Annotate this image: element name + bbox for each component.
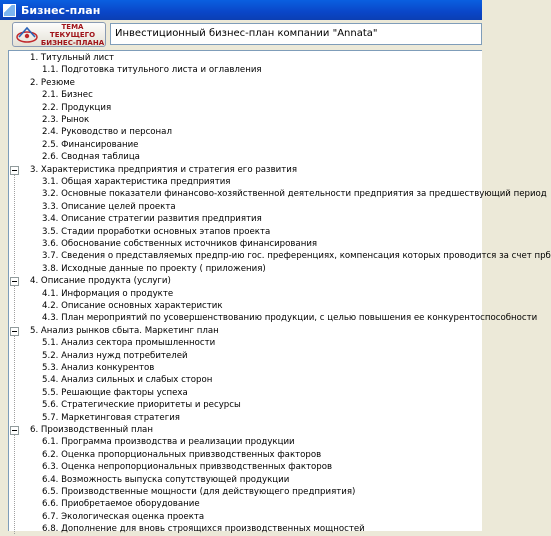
topic-icon (16, 26, 38, 44)
tree-item[interactable] (9, 350, 483, 362)
tree-item-label: 2.3. Рынок (42, 115, 90, 125)
window-title: Бизнес-план (21, 3, 101, 17)
tree-item[interactable] (9, 238, 483, 250)
tree-item[interactable] (9, 139, 483, 151)
tree-item-label: 4.2. Описание основных характеристик (42, 301, 223, 311)
tree-section[interactable] (9, 325, 483, 337)
tree-item-label: 2.6. Сводная таблица (42, 152, 140, 163)
tree-item[interactable] (9, 362, 483, 374)
tree-item-label: 6.6. Приобретаемое оборудование (42, 499, 200, 510)
tree-connector (14, 286, 15, 323)
tree-item[interactable] (9, 486, 483, 498)
tree-item-label: 3.7. Сведения о представляемых предпр-ию гос. преференциях, компенсация которых проводится за счет прб (42, 251, 551, 262)
tree-item[interactable] (9, 151, 483, 163)
tree-item[interactable] (9, 511, 483, 523)
tree-connector (14, 435, 15, 534)
tree-item-label: 5. Анализ рынков сбыта. Маркетинг план (30, 325, 219, 336)
tree-item[interactable] (9, 399, 483, 411)
tree-item[interactable] (9, 449, 483, 461)
tree-connector (14, 336, 15, 423)
toolbar (0, 20, 482, 50)
tree-item[interactable] (9, 213, 483, 225)
title-bar (0, 0, 482, 20)
topic-button[interactable] (12, 22, 106, 47)
topic-button-label (40, 23, 105, 47)
tree-item-label: 4. Описание продукта (услуги) (30, 276, 171, 287)
tree-item[interactable] (9, 288, 483, 300)
tree-item-label: 1.1. Подготовка титульного листа и оглавления (42, 65, 262, 76)
tree-item[interactable] (9, 64, 483, 76)
tree-section[interactable] (9, 52, 483, 64)
tree-item-label: 5.5. Решающие факторы успеха (42, 387, 188, 398)
tree-item-label: 5.2. Анализ нужд потребителей (42, 350, 188, 361)
tree-item-label: 5.3. Анализ конкурентов (42, 363, 155, 373)
tree-item[interactable] (9, 126, 483, 138)
tree-item[interactable] (9, 474, 483, 486)
tree-item-label: 6.5. Производственные мощности (для действующего предприятия) (42, 487, 356, 497)
tree-item-label: 2.4. Руководство и персонал (42, 127, 172, 138)
tree-item-label: 3.5. Стадии проработки основных этапов проекта (42, 226, 271, 237)
tree-item-label: 1. Титульный лист (30, 53, 114, 63)
tree-item-label: 6.3. Оценка непропорциональных привзводственных факторов (42, 462, 333, 473)
tree-item-label: 5.1. Анализ сектора промышленности (42, 338, 216, 349)
topic-field[interactable]: Инвестиционный бизнес-план компании "Annata" (110, 23, 482, 45)
tree-item[interactable] (9, 188, 547, 200)
tree-connector (14, 175, 15, 274)
tree-item-label: 6.2. Оценка пропорциональных привзводственных факторов (42, 449, 322, 460)
tree-item[interactable] (9, 523, 483, 535)
tree-item-label: 3. Характеристика предприятия и стратегия его развития (30, 164, 298, 175)
tree-item-label: 2.1. Бизнес (42, 90, 93, 101)
tree-section[interactable] (9, 77, 483, 89)
tree-item[interactable] (9, 387, 483, 399)
tree-item[interactable] (9, 300, 483, 312)
tree-item-label: 2.2. Продукция (42, 102, 112, 113)
tree-section[interactable] (9, 424, 483, 436)
outline-tree[interactable] (8, 50, 551, 535)
tree-item-label: 4.1. Информация о продукте (42, 288, 174, 299)
tree-item[interactable] (9, 374, 483, 386)
collapse-icon[interactable] (10, 327, 19, 336)
tree-item-label: 4.3. План мероприятий по усовершенствованию продукции, с целью повышения ее конкурентоспособности (42, 313, 538, 324)
tree-item-label: 2. Резюме (30, 77, 75, 88)
tree-item-label: 3.8. Исходные данные по проекту ( приложения) (42, 263, 266, 274)
tree-item[interactable] (9, 250, 551, 262)
tree-item-label: 5.4. Анализ сильных и слабых сторон (42, 375, 213, 386)
topic-button-line1: ТЕМА ТЕКУЩЕГО (49, 22, 96, 39)
tree-item-label: 2.5. Финансирование (42, 139, 139, 150)
tree-item[interactable] (9, 263, 483, 275)
tree-item-label: 3.6. Обоснование собственных источников финансирования (42, 239, 318, 249)
collapse-icon[interactable] (10, 426, 19, 435)
app-icon (3, 4, 16, 17)
tree-item-label: 3.4. Описание стратегии развития предприятия (42, 214, 262, 225)
tree-item-label: 3.3. Описание целей проекта (42, 201, 176, 212)
tree-item-label: 6.7. Экологическая оценка проекта (42, 511, 205, 522)
tree-item[interactable] (9, 226, 483, 238)
tree-item-label: 5.7. Маркетинговая стратегия (42, 412, 180, 423)
tree-item[interactable] (9, 498, 483, 510)
tree-item-label: 5.6. Стратегические приоритеты и ресурсы (42, 400, 241, 411)
tree-item-label: 3.2. Основные показатели финансово-хозяйственной деятельности предприятия за предшествующий период (42, 189, 547, 200)
tree-item[interactable] (9, 201, 483, 213)
tree-item[interactable] (9, 102, 483, 114)
tree-item[interactable] (9, 337, 483, 349)
tree-item-label: 6.8. Дополнение для вновь строящихся производственных мощностей (42, 524, 365, 535)
topic-button-line2: БИЗНЕС-ПЛАНА (40, 38, 105, 47)
tree-item-label: 6.1. Программа производства и реализации продукции (42, 437, 295, 448)
tree-item-label: 3.1. Общая характеристика предприятия (42, 177, 231, 187)
tree-item[interactable] (9, 89, 483, 101)
collapse-icon[interactable] (10, 277, 19, 286)
tree-item[interactable] (9, 436, 483, 448)
tree-item-label: 6.4. Возможность выпуска сопутствующей продукции (42, 474, 290, 485)
tree-section[interactable] (9, 164, 483, 176)
tree-item[interactable] (9, 176, 483, 188)
tree-item[interactable] (9, 312, 538, 324)
tree-item[interactable] (9, 412, 483, 424)
tree-item-label: 6. Производственный план (30, 425, 153, 435)
tree-item[interactable] (9, 114, 483, 126)
collapse-icon[interactable] (10, 166, 19, 175)
tree-section[interactable] (9, 275, 483, 287)
tree-item[interactable] (9, 461, 483, 473)
